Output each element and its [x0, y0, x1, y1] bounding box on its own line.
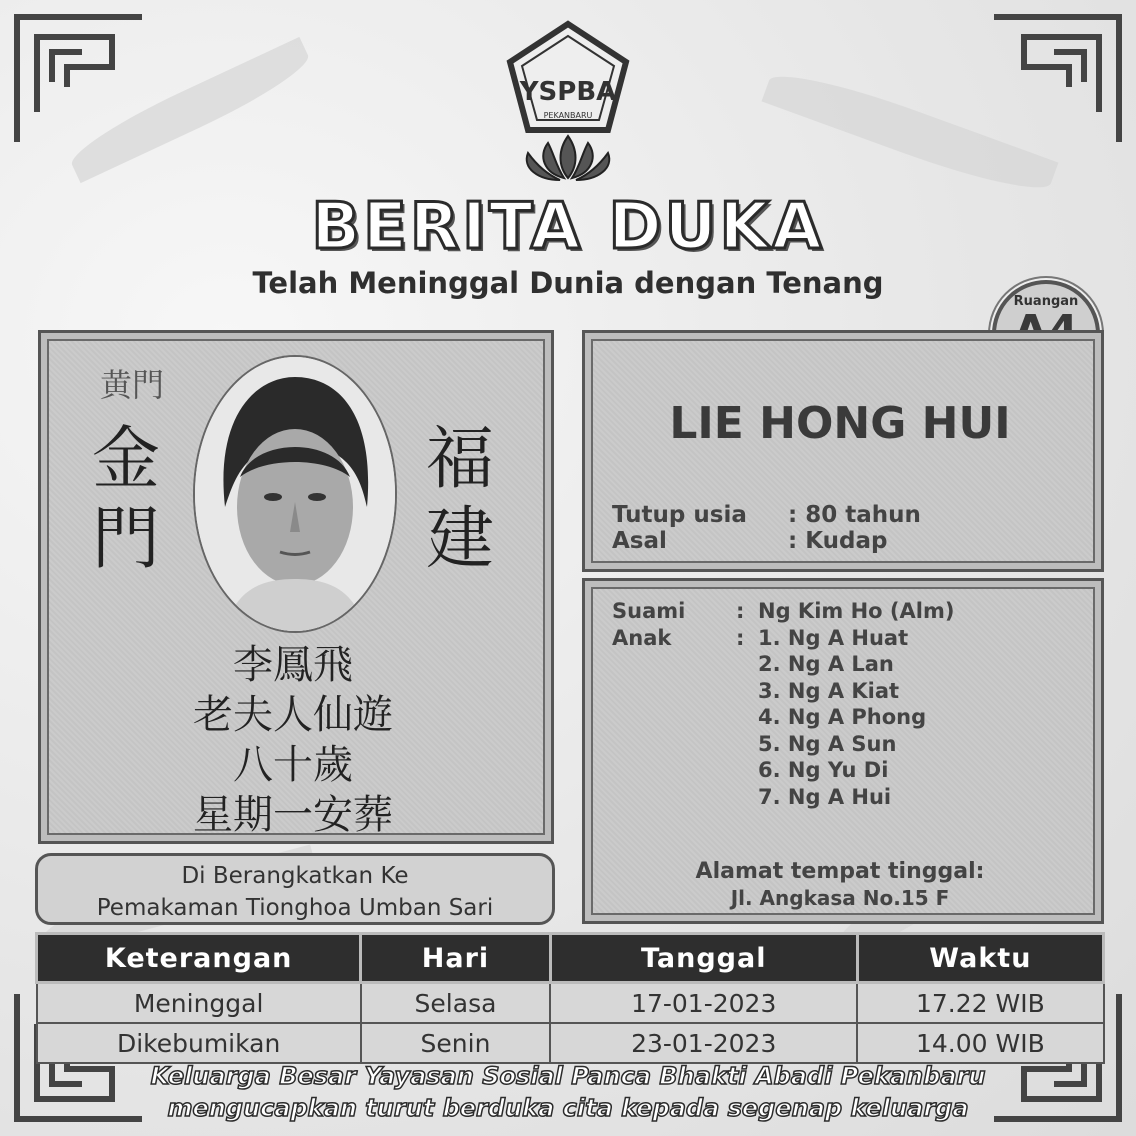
page-title: BERITA DUKA	[311, 190, 825, 264]
family-values	[758, 598, 954, 810]
right-char: 建	[426, 500, 495, 579]
table-cell: Meninggal	[37, 983, 361, 1024]
chinese-line: 老夫人仙遊	[193, 692, 393, 738]
table-cell: Selasa	[361, 983, 550, 1024]
footer-line1: Keluarga Besar Yayasan Sosial Panca Bhakti Abadi Pekanbaru	[150, 1062, 986, 1090]
footer-line2: mengucapkan turut berduka cita kepada segenap keluarga	[167, 1094, 969, 1122]
page-subtitle: Telah Meninggal Dunia dengan Tenang	[252, 266, 884, 300]
table-cell: 23-01-2023	[550, 1023, 857, 1063]
corner-ornament-icon	[12, 12, 152, 152]
table-row	[37, 1023, 1104, 1063]
deceased-photo	[195, 357, 395, 631]
family-labels	[612, 598, 685, 651]
table-row	[37, 983, 1104, 1024]
child-item: 4. Ng A Phong	[758, 705, 927, 729]
name-chinese: 李鳳飛	[233, 642, 353, 688]
child-item: 6. Ng Yu Di	[758, 758, 889, 782]
corner-ornament-icon	[984, 12, 1124, 152]
age-label: Tutup usia	[612, 502, 747, 528]
chinese-line: 八十歲	[233, 742, 353, 788]
table-cell: Senin	[361, 1023, 550, 1063]
table-cell: 17-01-2023	[550, 983, 857, 1024]
room-label: Ruangan	[1013, 294, 1079, 309]
origin-value: : Kudap	[788, 528, 888, 554]
right-vertical-text	[426, 420, 494, 580]
chinese-line: 星期一安葬	[193, 792, 393, 838]
schedule-table	[35, 932, 1105, 1064]
spouse-colon: :	[736, 599, 745, 623]
origin-label: Asal	[612, 528, 667, 554]
logo-subtext: PEKANBARU	[543, 111, 593, 120]
child-item: 3. Ng A Kiat	[758, 678, 900, 703]
child-item: 1. Ng A Huat	[758, 625, 909, 650]
spouse-value: Ng Kim Ho (Alm)	[758, 599, 955, 623]
table-cell: 14.00 WIB	[857, 1023, 1103, 1063]
left-char: 門	[92, 500, 161, 579]
child-item: 2. Ng A Lan	[758, 652, 894, 676]
table-header-row	[37, 934, 1104, 983]
deceased-name: LIE HONG HUI	[669, 398, 1011, 449]
children-label: Anak	[612, 625, 672, 650]
left-char: 金	[92, 420, 161, 499]
spouse-label: Suami	[612, 599, 686, 623]
address-label: Alamat tempat tinggal:	[695, 859, 985, 884]
logo-text: YSPBA	[519, 77, 617, 107]
column-header: Keterangan	[37, 934, 361, 983]
left-vertical-text	[92, 420, 160, 580]
child-item: 7. Ng A Hui	[758, 784, 892, 809]
table-cell: Dikebumikan	[37, 1023, 361, 1063]
departure-banner	[35, 853, 555, 925]
age-value: : 80 tahun	[788, 502, 921, 528]
child-item: 5. Ng A Sun	[758, 731, 897, 756]
column-header: Waktu	[857, 934, 1103, 983]
departure-line1: Di Berangkatkan Ke	[181, 863, 409, 889]
address-block	[582, 858, 1098, 912]
children-colon: :	[736, 625, 745, 650]
column-header: Hari	[361, 934, 550, 983]
family-colons	[736, 598, 744, 651]
column-header: Tanggal	[550, 934, 857, 983]
address-value: Jl. Angkasa No.15 F	[730, 886, 950, 910]
yspba-logo	[498, 18, 638, 186]
table-cell: 17.22 WIB	[857, 983, 1103, 1024]
departure-line2: Pemakaman Tionghoa Umban Sari	[96, 895, 494, 921]
right-char: 福	[426, 420, 495, 499]
chinese-text-block	[38, 640, 548, 840]
clan-name: 黄門	[100, 366, 165, 404]
